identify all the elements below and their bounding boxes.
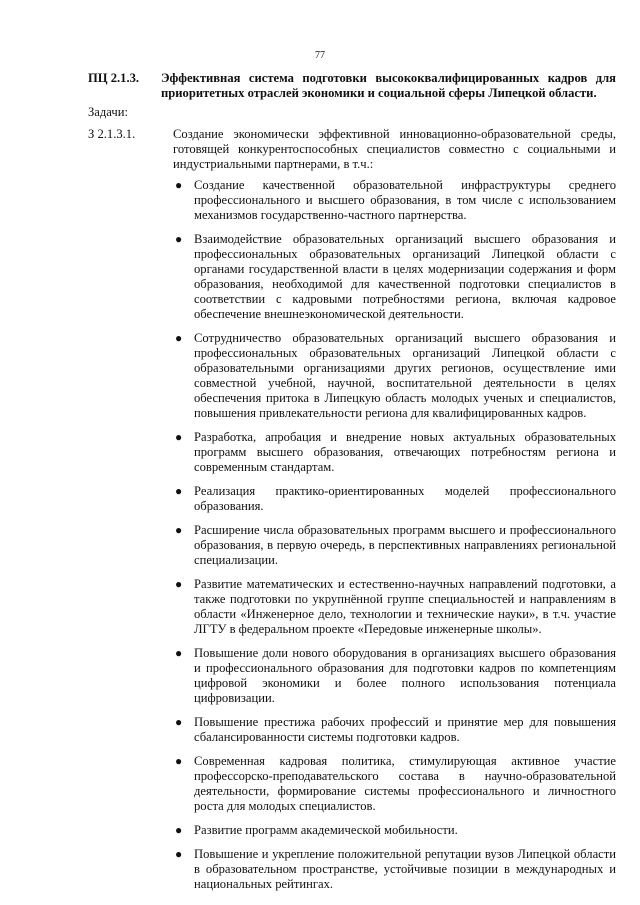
bullet-item — [173, 178, 616, 223]
bullet-item — [173, 646, 616, 706]
bullet-icon: ● — [175, 646, 183, 660]
task-code: З 2.1.3.1. — [88, 127, 136, 141]
bullet-icon: ● — [175, 754, 183, 768]
bullet-item — [173, 715, 616, 745]
bullet-item — [173, 484, 616, 514]
bullet-text: Создание качественной образовательной инфраструктуры среднего профессионального и высшего образования, в том числе с использованием механизмов государственно-частного партнерства. — [194, 178, 616, 222]
bullet-icon: ● — [175, 232, 183, 246]
bullet-list — [173, 178, 616, 892]
bullet-text: Сотрудничество образовательных организаций высшего образования и профессиональных образовательных организаций Липецкой области с образовательными организациями других регионов, осуществление ими совместной учебной, научной, воспитательной деятельности в целях обеспечения притока в Липецкую область молодых ученых и специалистов, повышения привлекательности региона для квалифицированных кадров. — [194, 331, 616, 420]
bullet-item — [173, 823, 616, 838]
bullet-icon: ● — [175, 430, 183, 444]
bullet-item — [173, 331, 616, 421]
task-body — [173, 127, 616, 901]
page-number: 77 — [315, 50, 325, 61]
bullet-icon: ● — [175, 523, 183, 537]
bullet-text: Развитие программ академической мобильности. — [194, 823, 458, 837]
bullet-text: Взаимодействие образовательных организаций высшего образования и профессиональных образовательных организаций Липецкой области с органами государственной власти в целях модернизации содержания и форм образования, необходимой для качественной подготовки специалистов в соответствии с кадровыми потребностями региона, включая кадровое обеспечение внешнеэкономической деятельности. — [194, 232, 616, 321]
goal-title: Эффективная система подготовки высококвалифицированных кадров для приоритетных отраслей экономики и социальной сферы Липецкой области. — [161, 71, 616, 100]
bullet-text: Современная кадровая политика, стимулирующая активное участие профессорско-преподавательского состава в научно-образовательной деятельности, формирование системы профессионального и личностного роста для молодых специалистов. — [194, 754, 616, 813]
bullet-icon: ● — [175, 823, 183, 837]
bullet-icon: ● — [175, 178, 183, 192]
task-block — [88, 127, 616, 901]
bullet-item — [173, 232, 616, 322]
goal-heading — [88, 71, 616, 101]
goal-code: ПЦ 2.1.3. — [88, 71, 140, 85]
bullet-item — [173, 523, 616, 568]
bullet-icon: ● — [175, 715, 183, 729]
bullet-text: Повышение и укрепление положительной репутации вузов Липецкой области в образовательном пространстве, устойчивые позиции в международных и национальных рейтингах. — [194, 847, 616, 891]
bullet-icon: ● — [175, 331, 183, 345]
tasks-label: Задачи: — [88, 105, 128, 119]
bullet-text: Повышение престижа рабочих профессий и принятие мер для повышения сбалансированности системы подготовки кадров. — [194, 715, 616, 744]
bullet-item — [173, 577, 616, 637]
bullet-item — [173, 430, 616, 475]
bullet-text: Повышение доли нового оборудования в организациях высшего образования и профессионального образования для подготовки кадров по компетенциям цифровой экономики и более полного использования потенциала цифровизации. — [194, 646, 616, 705]
bullet-item — [173, 847, 616, 892]
bullet-icon: ● — [175, 577, 183, 591]
bullet-text: Развитие математических и естественно-научных направлений подготовки, а также подготовки по укрупнённой группе специальностей и направлениям в области «Инженерное дело, технологии и технические науки», в т.ч. участие ЛГТУ в федеральном проекте «Передовые инженерные школы». — [194, 577, 616, 636]
bullet-item — [173, 754, 616, 814]
bullet-text: Расширение числа образовательных программ высшего и профессионального образования, в первую очередь, в перспективных направлениях региональной специализации. — [194, 523, 616, 567]
bullet-icon: ● — [175, 847, 183, 861]
task-text: Создание экономически эффективной инновационно-образовательной среды, готовящей конкурентоспособных специалистов совместно с социальными и индустриальными партнерами, в т.ч.: — [173, 127, 616, 171]
bullet-icon: ● — [175, 484, 183, 498]
bullet-text: Разработка, апробация и внедрение новых актуальных образовательных программ высшего образования, отвечающих потребностям региона и современным стандартам. — [194, 430, 616, 474]
bullet-text: Реализация практико-ориентированных моделей профессионального образования. — [194, 484, 616, 513]
